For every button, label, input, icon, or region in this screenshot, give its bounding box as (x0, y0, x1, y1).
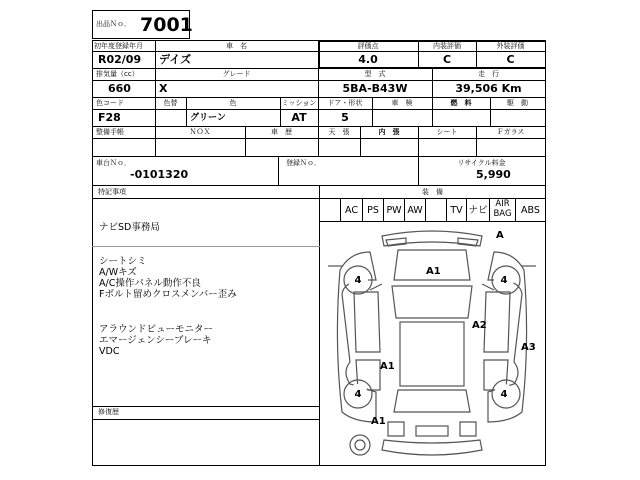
registration-number-label: 登録Ｎｏ． (286, 159, 321, 167)
interior-trim-label: 内 張 (378, 128, 400, 136)
damage-hood: A1 (426, 266, 441, 277)
equip-airbag: AIR BAG (493, 199, 512, 219)
exterior-score-value: C (506, 53, 515, 66)
model-name-label: 車 名 (226, 42, 247, 50)
model-code-value: 5BA-B43W (342, 82, 408, 95)
equipment-title: 装 備 (422, 188, 443, 196)
equip-tv: TV (450, 205, 463, 216)
interior-score-label: 内装評価 (433, 42, 461, 50)
damage-right-rear: A3 (521, 342, 536, 353)
equip-ps: PS (367, 205, 379, 216)
damage-rear: A1 (371, 416, 386, 427)
exterior-score-label: 外装評価 (496, 42, 525, 50)
color-code-value: F28 (98, 111, 121, 124)
fuel-label: 燃 料 (450, 99, 472, 107)
chassis-number-label: 車台Ｎｏ． (96, 159, 131, 167)
displacement-label: 排気量（cc） (96, 70, 139, 78)
recycle-fee-value: 5,990 (476, 168, 511, 181)
repair-history-label: 修復歴 (98, 408, 119, 416)
mission-value: AT (291, 111, 307, 124)
model-code-label: 型 式 (364, 70, 386, 78)
note-line-6: アラウンドビューモニター (99, 324, 214, 335)
color-label: 色 (229, 99, 237, 107)
nox-label: ＮＯＸ (189, 128, 211, 136)
model-name-value: デイズ (159, 53, 192, 66)
doors-label: ドア・形状 (327, 99, 363, 107)
lot-number: 7001 (140, 14, 193, 36)
doors-value: 5 (341, 111, 349, 124)
first-registration-value: R02/09 (98, 53, 142, 66)
equip-ac: AC (345, 205, 358, 216)
seat-label: シート (436, 128, 458, 136)
mileage-value: 39,506 Km (455, 82, 522, 95)
car-body-diagram (320, 222, 545, 465)
note-line-8: VDC (99, 346, 120, 357)
color-value: グリーン (190, 113, 226, 123)
score-label: 評価点 (357, 42, 379, 50)
roof-lining-label: 天 張 (328, 128, 350, 136)
displacement-value: 660 (108, 82, 131, 95)
note-line-3: A/Wキズ (99, 267, 137, 278)
tyre-rear-right: 4 (494, 384, 514, 404)
grade-label: グレード (222, 70, 251, 78)
vehicle-history-label: 車 歴 (271, 128, 292, 136)
drive-label: 駆 動 (507, 99, 528, 107)
maintenance-book-label: 整備手帳 (96, 128, 124, 136)
damage-front-bumper: A (496, 230, 504, 241)
tyre-rear-left: 4 (348, 384, 368, 404)
note-line-2: シートシミ (99, 256, 147, 267)
mission-label: ミッション (281, 99, 317, 107)
note-line-5: Fボルト留めクロスメンバー歪み (99, 289, 237, 300)
equip-abs: ABS (521, 205, 540, 216)
equip-pw: PW (386, 205, 402, 216)
tyre-front-right: 4 (494, 270, 514, 290)
equip-navi: ナビ (468, 205, 488, 216)
note-line-7: エマージェンシーブレーキ (99, 335, 212, 346)
note-line-1: ナビSD事務局 (99, 222, 160, 233)
color-code-label: 色コード (96, 99, 124, 107)
recolor-label: 色替 (163, 99, 178, 107)
equip-aw: AW (407, 205, 423, 216)
mileage-label: 走 行 (478, 70, 499, 78)
note-line-4: A/C操作パネル動作不良 (99, 278, 201, 289)
windshield-label: Ｆガラス (496, 128, 525, 136)
chassis-number-value: -0101320 (130, 168, 189, 181)
first-registration-label: 初年度登録年月 (94, 42, 143, 50)
lot-number-label: 出品Ｎｏ． (96, 20, 131, 28)
score-value: 4.0 (358, 53, 378, 66)
inspection-label: 車 検 (391, 99, 413, 107)
grade-value: X (159, 82, 168, 95)
damage-right-side: A2 (472, 320, 487, 331)
notes-title: 特記事項 (98, 188, 126, 196)
recycle-fee-label: リサイクル料金 (457, 159, 506, 167)
tyre-front-left: 4 (348, 270, 368, 290)
damage-left-side: A1 (380, 361, 395, 372)
interior-score-value: C (442, 53, 452, 66)
